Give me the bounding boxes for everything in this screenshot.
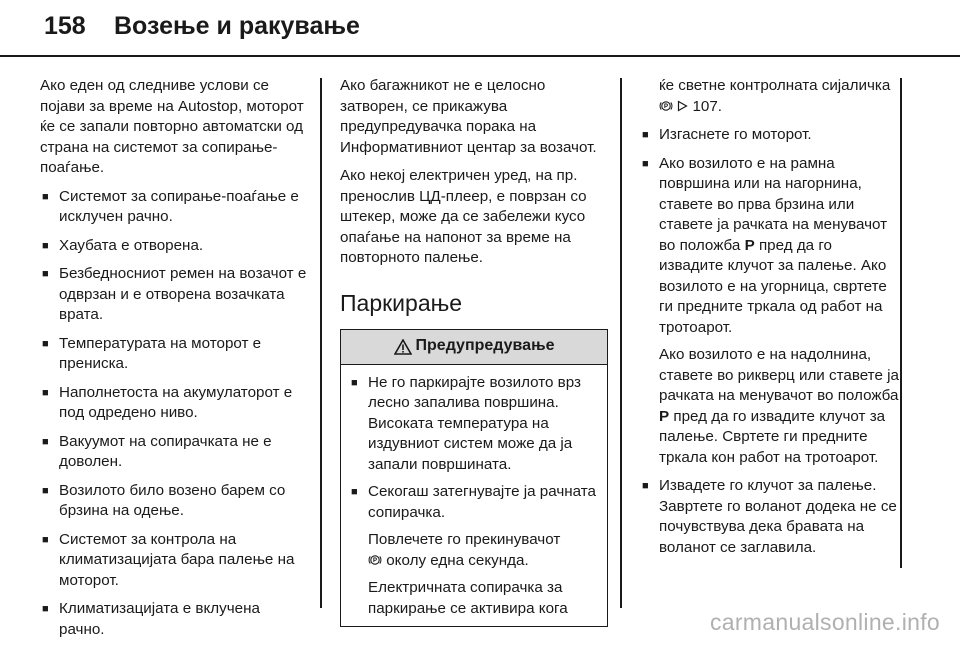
list-item: ■ Климатизацијата е вклучена рачно.	[40, 599, 308, 640]
svg-text:P: P	[663, 103, 669, 110]
list-item: ■ Наполнетоста на акумулаторот е под одредено ниво.	[40, 383, 308, 424]
list-item: ■ Хаубата е отворена.	[40, 236, 308, 257]
warning-triangle-icon	[394, 339, 412, 355]
column-divider	[620, 78, 622, 608]
intro-paragraph: Ако еден од следниве услови се појави за време на Autostop, моторот ќе се запали повторно автоматски од страна на системот за сопирање-поаѓање.	[40, 77, 304, 176]
list-item: ■ Системот за контрола на климатизацијата бара палење на моторот.	[40, 530, 308, 592]
gear-position: P	[744, 236, 755, 254]
page-reference-arrow-icon	[677, 100, 688, 112]
restart-conditions-list	[40, 187, 308, 641]
list-item: ■ Вакуумот на сопирачката не е доволен.	[40, 432, 308, 473]
list-item: ■ Системот за сопирање-поаѓање е исклучен рачно.	[40, 187, 308, 228]
header-rule	[0, 55, 960, 57]
parking-brake-icon	[368, 553, 382, 567]
svg-text:P: P	[372, 557, 378, 564]
gear-position: P	[659, 407, 670, 425]
column-3	[640, 76, 900, 566]
watermark: carmanualsonline.info	[709, 609, 940, 635]
list-item: ■ Температурата на моторот е прениска.	[40, 334, 308, 375]
column-divider	[320, 78, 322, 608]
page-title: Возење и ракување	[114, 12, 360, 40]
warning-title: Предупредување	[415, 337, 555, 355]
switch-instruction: Повлечете го прекинувачот P околу една секунда.	[368, 531, 561, 569]
list-item: ■ Секогаш затегнувајте ја рачната сопирачка. Повлечете го прекинувачот P околу една секунда. Електричната сопирачка за паркирање се активира кога	[349, 482, 599, 619]
list-item: ■ Безбедносниот ремен на возачот е одврзан и е отворена возачката врата.	[40, 264, 308, 326]
warning-box	[340, 329, 608, 628]
list-item: ■ Извадете го клучот за палење. Завртете го воланот додека не се почувствува дека бравата на воланот се заглавила.	[640, 476, 900, 558]
warning-header	[341, 330, 607, 365]
list-item: ■ Возилото било возено барем со брзина на одење.	[40, 481, 308, 522]
column-2	[340, 76, 608, 627]
parking-steps-list	[640, 125, 900, 558]
warning-body	[341, 365, 607, 620]
section-title: Паркирање	[340, 289, 463, 316]
parking-brake-icon	[659, 99, 673, 113]
list-item: ■ Изгаснете го моторот.	[640, 125, 900, 146]
column-divider	[900, 78, 902, 568]
trunk-paragraph: Ако багажникот не е целосно затворен, се прикажува предупредувачка порака на Информативниот центар за возачот.	[340, 77, 597, 156]
page-header	[44, 12, 360, 52]
column-1	[40, 76, 308, 648]
continued-paragraph: ќе светне контролната сијаличка P 107.	[659, 77, 891, 115]
page-number: 158	[44, 12, 86, 40]
voltage-paragraph: Ако некој електричен уред, на пр. пренослив ЦД-плеер, е поврзан со штекер, може да се забележи кусо опаѓање на напонот за време на повторното палење.	[340, 167, 587, 266]
list-item: ■ Ако возилото е на рамна површина или на нагорнина, ставете во прва брзина или ставете ја рачката на менувачот во положба P пред да го извадите клучот за палење. Ако возилото е на угорница, свртете ги предните тркала од работ на тротоарот. Ако возилото е на надолнина, ставете во рикверц или ставете ја рачката на менувачот во положба P пред да го извадите клучот за палење. Свртете ги предните тркала кон работ на тротоарот.	[640, 154, 900, 469]
list-item: ■ Не го паркирајте возилото врз лесно запалива површина. Високата температура на издувниот систем може да ја запали површината.	[349, 373, 599, 476]
